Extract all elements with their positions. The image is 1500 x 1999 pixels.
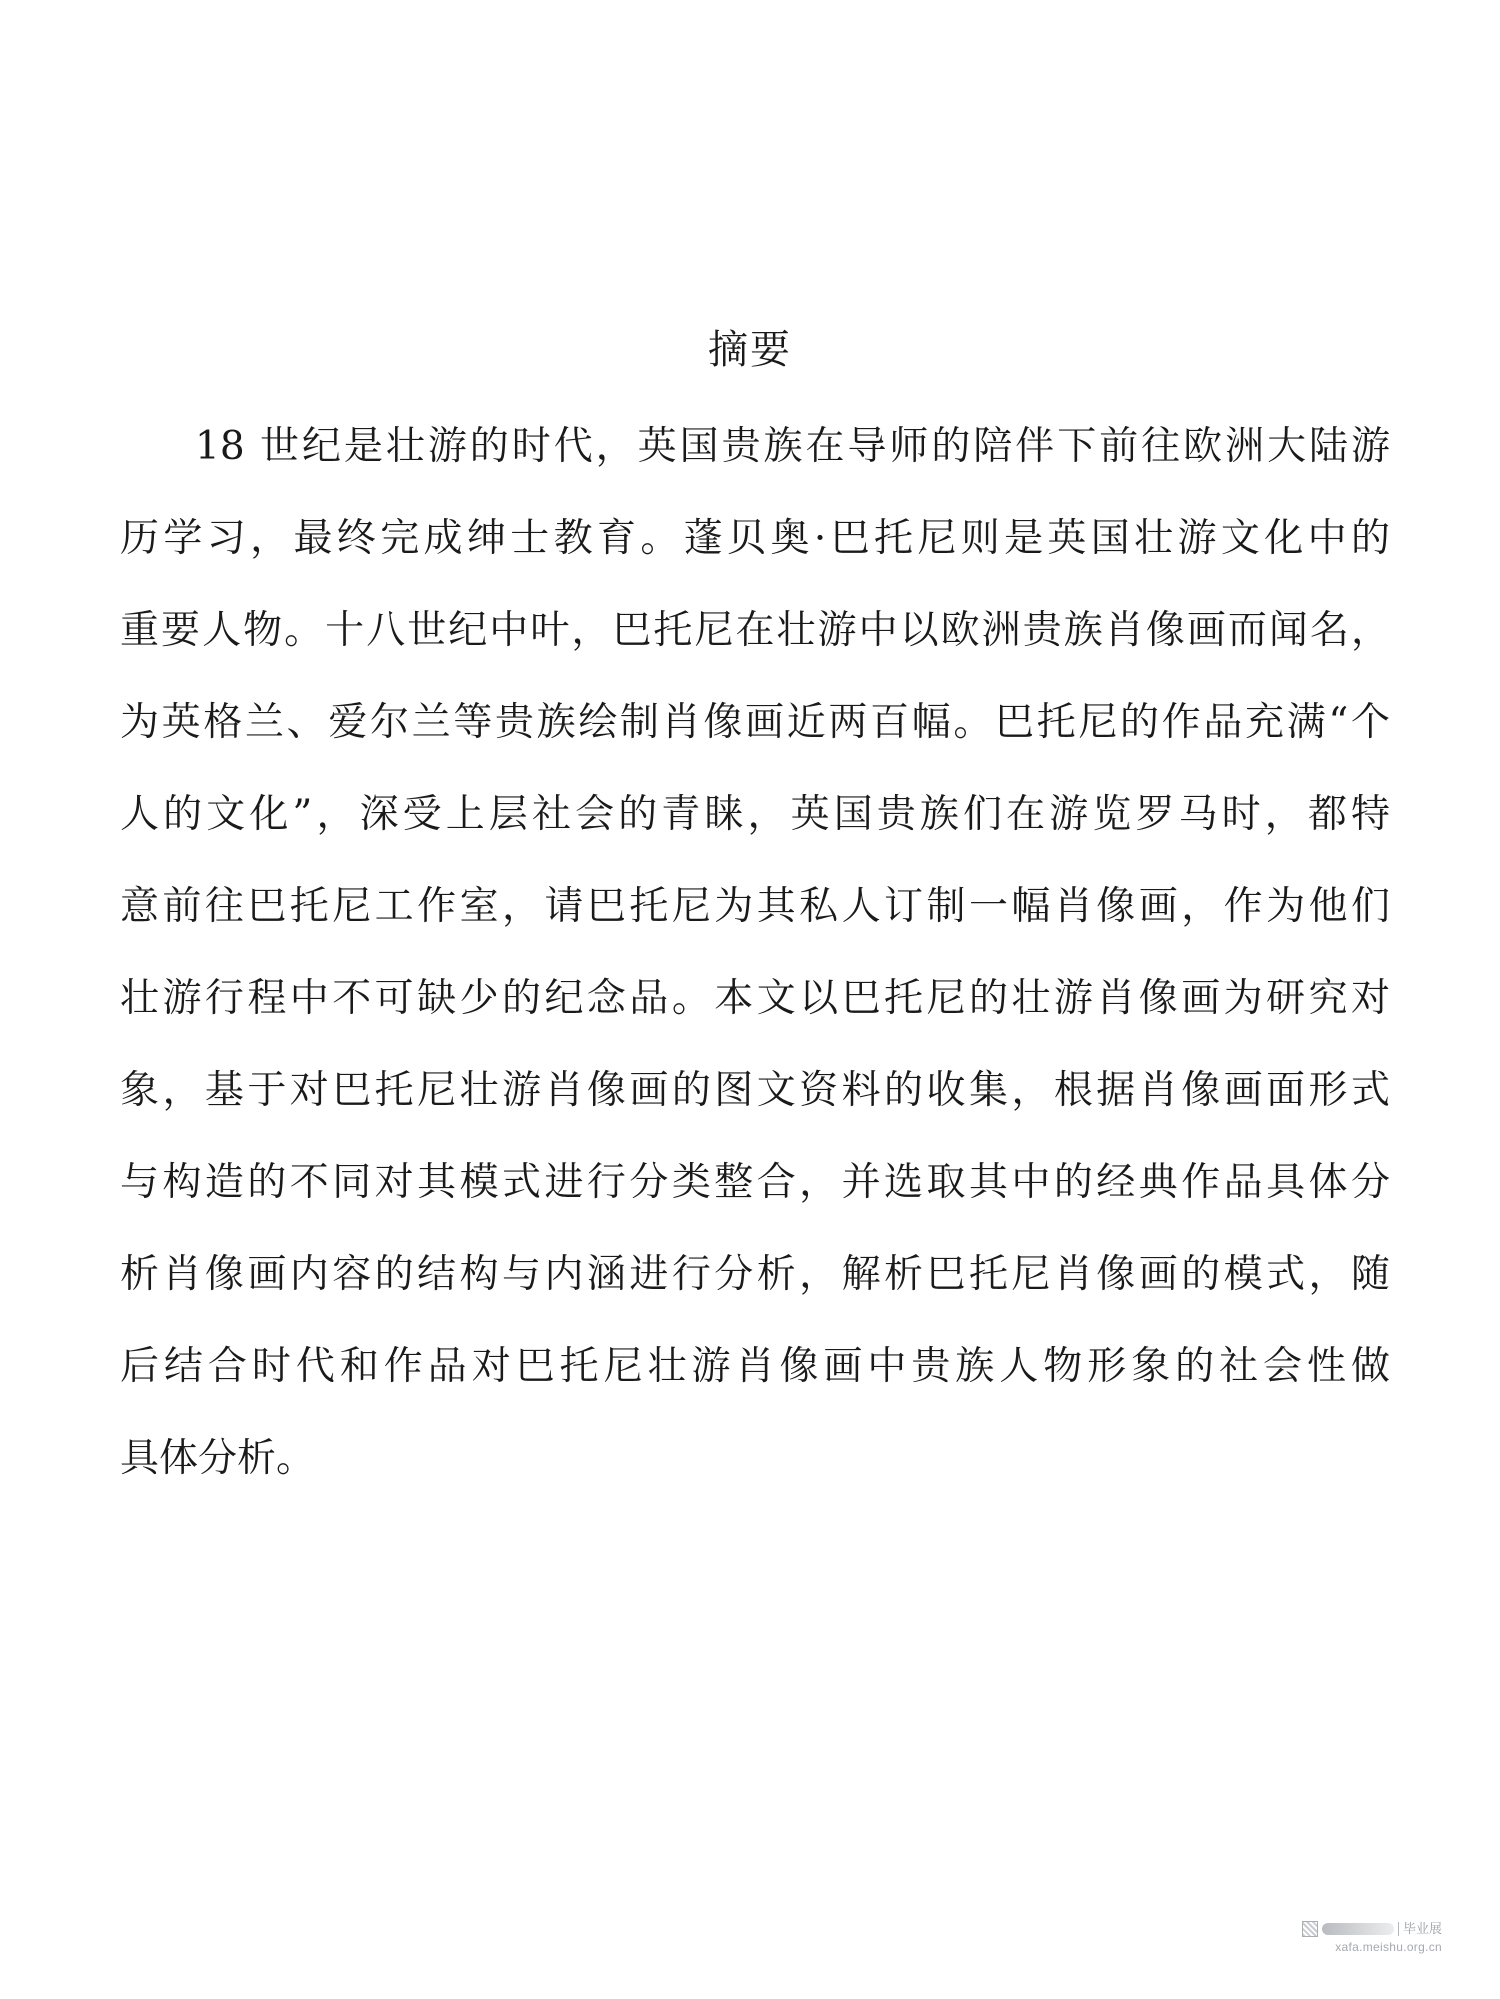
calligraphy-logo-icon <box>1322 1923 1394 1935</box>
abstract-line: 析肖像画内容的结构与内涵进行分析，解析巴托尼肖像画的模式，随 <box>120 1252 1390 1297</box>
abstract-line: 象，基于对巴托尼壮游肖像画的图文资料的收集，根据肖像画面形式 <box>120 1068 1390 1113</box>
abstract-line: 与构造的不同对其模式进行分类整合，并选取其中的经典作品具体分 <box>120 1160 1390 1205</box>
abstract-body <box>120 412 1390 1516</box>
abstract-line: 为英格兰、爱尔兰等贵族绘制肖像画近两百幅。巴托尼的作品充满“个 <box>120 700 1390 745</box>
abstract-line: 历学习，最终完成绅士教育。蓬贝奥·巴托尼则是英国壮游文化中的 <box>120 516 1390 561</box>
abstract-line: 人的文化”，深受上层社会的青睐，英国贵族们在游览罗马时，都特 <box>120 792 1390 837</box>
abstract-line: 18 世纪是壮游的时代，英国贵族在导师的陪伴下前往欧洲大陆游 <box>195 424 1390 469</box>
abstract-line: 具体分析。 <box>120 1436 316 1481</box>
watermark-url: xafa.meishu.org.cn <box>1335 1940 1442 1954</box>
watermark-logo <box>1292 1919 1442 1939</box>
abstract-title: 摘要 <box>708 327 792 373</box>
watermark <box>1292 1919 1442 1957</box>
watermark-divider <box>1398 1922 1399 1936</box>
watermark-label: 毕业展 <box>1402 1921 1442 1936</box>
abstract-line: 后结合时代和作品对巴托尼壮游肖像画中贵族人物形象的社会性做 <box>120 1344 1390 1389</box>
abstract-line: 重要人物。十八世纪中叶，巴托尼在壮游中以欧洲贵族肖像画而闻名， <box>120 608 1390 653</box>
abstract-line: 壮游行程中不可缺少的纪念品。本文以巴托尼的壮游肖像画为研究对 <box>120 976 1390 1021</box>
seal-icon <box>1302 1921 1318 1937</box>
abstract-line: 意前往巴托尼工作室，请巴托尼为其私人订制一幅肖像画，作为他们 <box>120 884 1390 929</box>
